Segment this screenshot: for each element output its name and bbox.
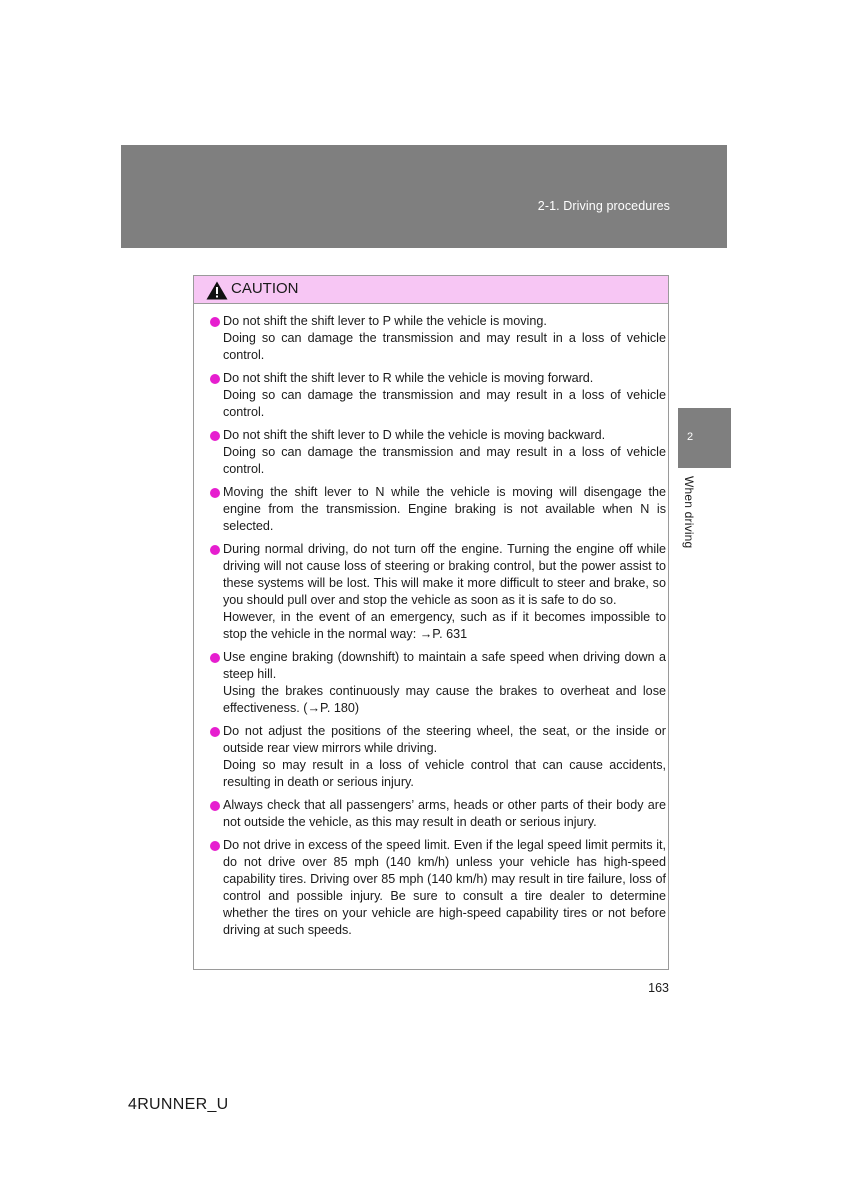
bullet-icon — [210, 488, 220, 498]
bullet-icon — [210, 374, 220, 384]
bullet-icon — [210, 545, 220, 555]
caution-item-text: Using the brakes continuously may cause the brakes to overheat and lose effectiveness. (→P. 180) — [223, 684, 666, 715]
caution-item-text: Doing so can damage the transmission and may result in a loss of vehicle control. — [223, 331, 666, 362]
caution-item — [209, 837, 666, 939]
caution-item-text: Do not shift the shift lever to P while the vehicle is moving. — [223, 314, 547, 328]
section-title: 2-1. Driving procedures — [537, 199, 670, 213]
caution-title: CAUTION — [231, 280, 299, 297]
caution-item — [209, 541, 666, 643]
bullet-icon — [210, 317, 220, 327]
caution-item — [209, 484, 666, 535]
page-number: 163 — [648, 981, 669, 995]
caution-item — [209, 313, 666, 364]
caution-item — [209, 370, 666, 421]
header-band — [121, 145, 727, 248]
caution-item — [209, 649, 666, 717]
caution-item-text: During normal driving, do not turn off the engine. Turning the engine off while driving will not cause loss of steering or braking control, but the power assist to these systems will be lost. This will make it more difficult to steer and brake, so you should pull over and stop the vehicle as soon as it is safe to do so. — [223, 542, 666, 607]
bullet-icon — [210, 653, 220, 663]
caution-item-text: Doing so may result in a loss of vehicle control that can cause accidents, resulting in death or serious injury. — [223, 758, 666, 789]
bullet-icon — [210, 431, 220, 441]
bullet-icon — [210, 801, 220, 811]
footer-model: 4RUNNER_U — [128, 1096, 229, 1113]
caution-item-text: Always check that all passengers’ arms, heads or other parts of their body are not outside the vehicle, as this may result in death or serious injury. — [223, 798, 666, 829]
caution-item-text: Do not shift the shift lever to D while the vehicle is moving backward. — [223, 428, 606, 442]
chapter-tab — [678, 408, 731, 468]
caution-box — [193, 275, 669, 970]
caution-item-text: Doing so can damage the transmission and may result in a loss of vehicle control. — [223, 388, 666, 419]
caution-header — [194, 276, 668, 304]
caution-item-text: Do not adjust the positions of the steering wheel, the seat, or the inside or outside rear view mirrors while driving. — [223, 724, 666, 755]
caution-item-text: Use engine braking (downshift) to maintain a safe speed when driving down a steep hill. — [223, 650, 666, 681]
warning-triangle-icon — [206, 281, 228, 300]
caution-item-text: Do not shift the shift lever to R while the vehicle is moving forward. — [223, 371, 594, 385]
caution-list — [209, 313, 666, 945]
caution-item-text: Doing so can damage the transmission and may result in a loss of vehicle control. — [223, 445, 666, 476]
chapter-number: 2 — [687, 431, 694, 443]
caution-item-text: Moving the shift lever to N while the vehicle is moving will disengage the engine from the transmission. Engine braking is not available when N is selected. — [223, 485, 666, 533]
caution-item — [209, 723, 666, 791]
bullet-icon — [210, 727, 220, 737]
bullet-icon — [210, 841, 220, 851]
caution-item-text: However, in the event of an emergency, such as if it becomes impossible to stop the vehicle in the normal way: →P. 631 — [223, 610, 666, 641]
caution-item — [209, 427, 666, 478]
chapter-label: When driving — [682, 476, 696, 549]
caution-item-text: Do not drive in excess of the speed limit. Even if the legal speed limit permits it, do not drive over 85 mph (140 km/h) unless your vehicle has high-speed capability tires. Driving over 85 mph (140 km/h) may result in tire failure, loss of control and possible injury. Be sure to consult a tire dealer to determine whether the tires on your vehicle are high-speed capability tires or not before driving at such speeds. — [223, 838, 666, 937]
caution-item — [209, 797, 666, 831]
